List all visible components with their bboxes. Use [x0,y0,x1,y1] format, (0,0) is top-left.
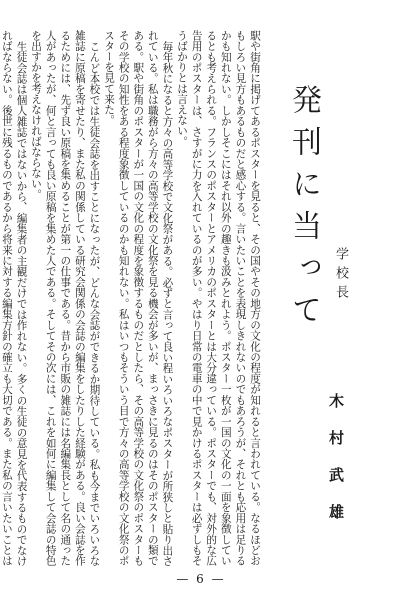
author-name: 木村武雄 [327,393,345,541]
article-title: 発刊に当って [286,84,321,336]
paragraph-2: 毎年秋になると方々の高等学校で文化祭がある。必ずと言って良い程いろいろなポスターが所狭しと貼り出されている。私は職務がら方々の高等学校の文化祭を見る機会が多いが、まっさきに見るのはそのポスターの類である。駅や街角のポスターが一国の文化の程度を象徴するものだとしたら、その高等学校の文化祭のポスターもその学校の知性をある程度象徴しているのかも知れない。私はいつもそういう目で方々の高等学校の文化祭のポスターを見て来た。 [103,30,174,566]
author-role: 学校長 [333,247,348,304]
paragraph-3: こんど本校では生徒会誌を出すことになったが、どんな会誌ができるか期待している。私も今までいろいろな雑誌に原稿を寄せたり、また私の関係している研究会関係の会誌の編集をしたりした経験がある。良い会誌を作るためには、先ず良い原稿を集めることが第一の仕事である。昔から市販の雑誌には名編集長として名の通った人があったが、何と言っても良い原稿を集めた人である。そしてその次には、これを如何に編集して会誌の特色を出すかを考えなければならない。 [30,30,101,566]
page-number: — 6 — [176,572,226,586]
article-body [0,30,262,566]
paragraph-4: 生徒会誌は個人雑誌ではないから、編集者の主観だけでは作れない。多くの生徒の意見を代表するものでなければならない。後世に残るものであるから将来に対する編集方針の確立も大切である。また私の言いたいことは [0,30,28,566]
paragraph-1: 駅や街角に掲げてあるポスターを見ると、その国やその地方の文化の程度が知れると言われている。なるほどおもしろい見方もあるものだと感心する。言いたいことを表現しきれないのでもあろうが、それとも応用は足りるかも知れない。しかしそこにはそれ以外の趣きも汲みとれよう。ポスター一枚が一国の文化の一面を象徴しているとも考えられる。フランスのポスターとアメリカのポスターとは大分違っている。ポスターでも、対外的な広告用のポスターは、さすがに力を入れているのが多い。やはり日常の電車の中で見かけるポスターは必ずしもそうばかりとは言えない。 [176,30,261,566]
